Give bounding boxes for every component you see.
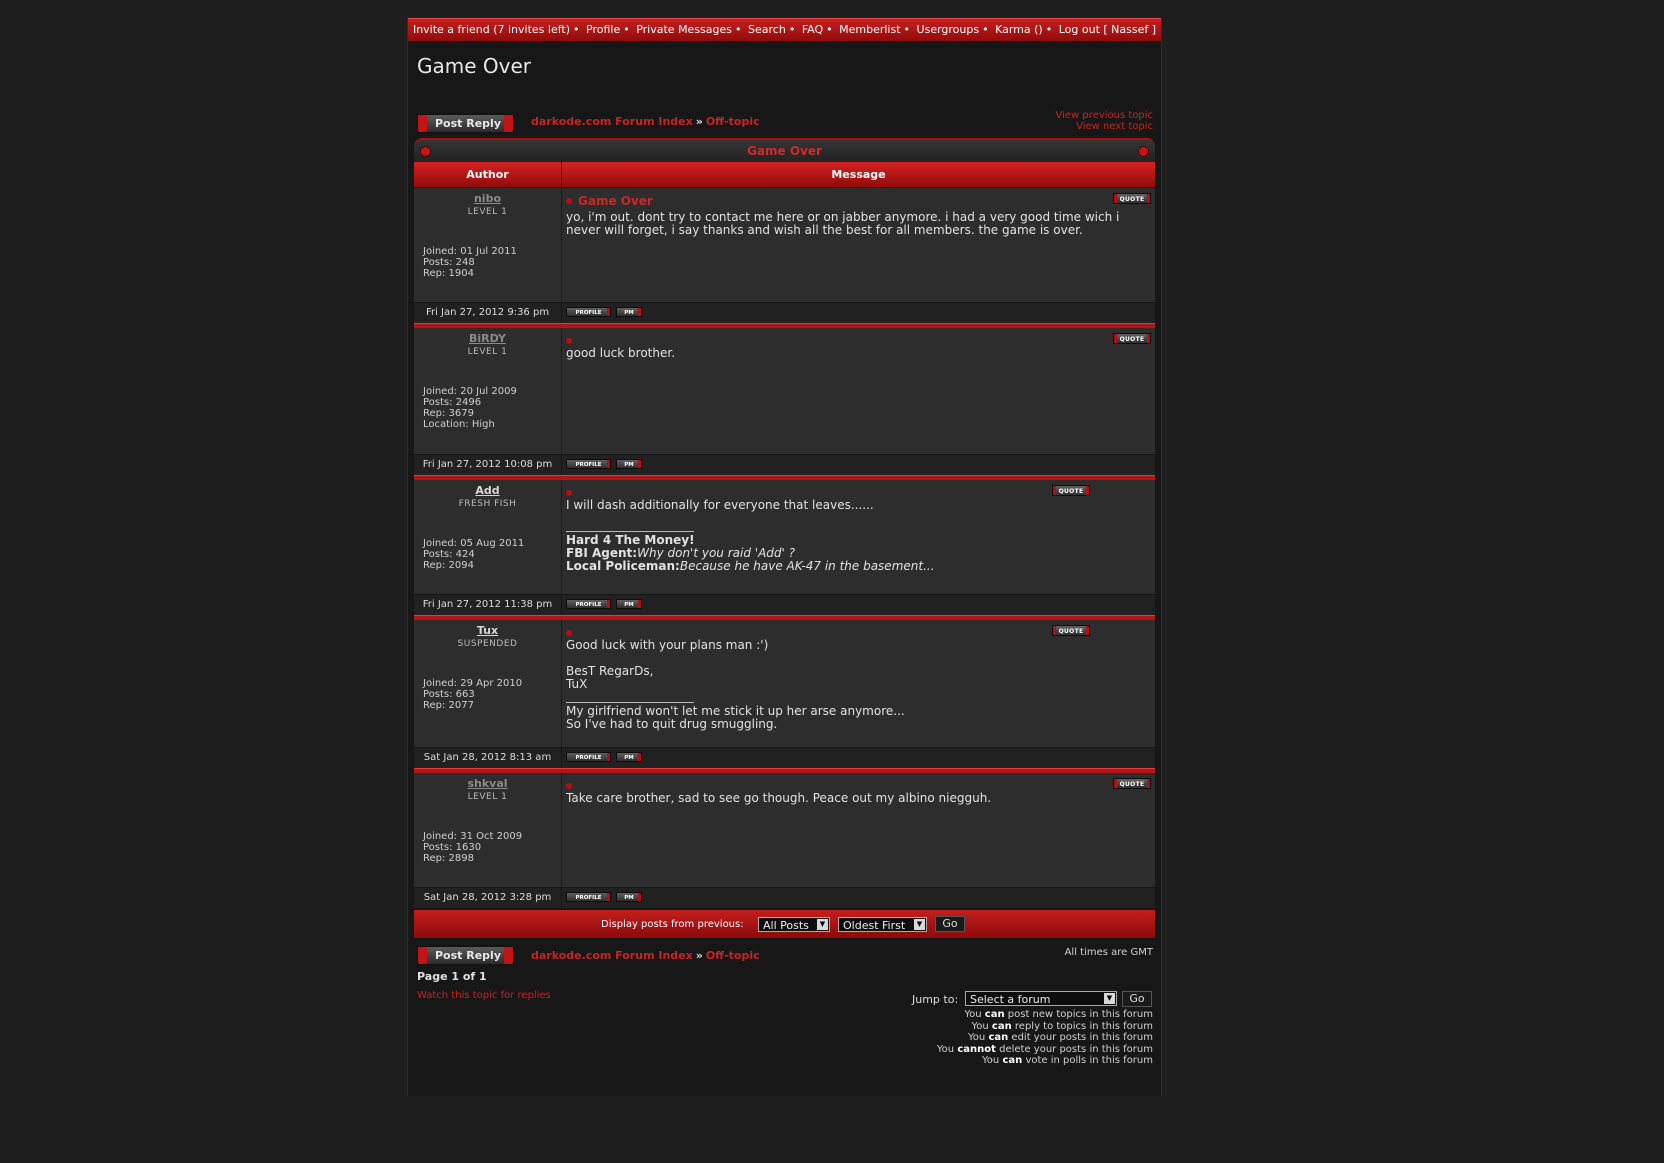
author-name-link[interactable]: shkval xyxy=(467,777,508,790)
chevron-down-icon: ▼ xyxy=(817,919,828,930)
post-date: Fri Jan 27, 2012 9:36 pm xyxy=(414,303,562,323)
column-message-header: Message xyxy=(562,162,1155,187)
post-footer xyxy=(414,454,1155,475)
post-footer xyxy=(414,747,1155,768)
post-reply-button-bottom[interactable]: Post Reply xyxy=(417,946,514,965)
author-rank: FRESH FISH xyxy=(458,499,517,509)
permission-line: You can edit your posts in this forum xyxy=(968,1032,1153,1043)
post-row xyxy=(414,328,1155,454)
nav-profile-link[interactable]: Profile xyxy=(586,23,621,36)
signature-divider xyxy=(566,531,694,532)
permission-line: You can post new topics in this forum xyxy=(964,1009,1153,1020)
signature: Hard 4 The Money! FBI Agent:Why don't you raid 'Add' ? Local Policeman:Because he have AK-47 in the basement... xyxy=(566,533,935,573)
author-rank: LEVEL 1 xyxy=(467,792,508,802)
post-title: Game Over xyxy=(566,194,653,208)
breadcrumb-bottom: darkode.com Forum Index » Off-topic xyxy=(531,949,760,962)
author-cell xyxy=(414,620,562,747)
author-name-link[interactable]: BiRDY xyxy=(469,332,506,345)
author-stats: Joined: 29 Apr 2010 Posts: 663 Rep: 2077 xyxy=(423,678,523,711)
author-cell xyxy=(414,188,562,302)
author-cell xyxy=(414,773,562,887)
profile-button[interactable]: PROFILE xyxy=(566,892,611,902)
column-author-header: Author xyxy=(414,162,561,187)
profile-button[interactable]: PROFILE xyxy=(566,599,611,609)
posts-order-select[interactable]: Oldest First ▼ xyxy=(838,917,927,932)
jump-to-label: Jump to: xyxy=(912,993,959,1006)
quote-button[interactable]: QUOTE xyxy=(1052,485,1090,496)
forum-permissions xyxy=(937,1009,1153,1067)
pagination: Page 1 of 1 xyxy=(417,970,487,983)
chevron-down-icon: ▼ xyxy=(914,919,925,930)
post-reply-button[interactable]: Post Reply xyxy=(417,114,514,133)
nav-private-messages-link[interactable]: Private Messages xyxy=(636,23,733,36)
timezone-note: All times are GMT xyxy=(1064,947,1153,958)
nav-invite-link[interactable]: Invite a friend (7 invites left) xyxy=(412,23,571,36)
message-cell xyxy=(562,773,1155,887)
post-footer xyxy=(414,887,1155,908)
post-row xyxy=(414,773,1155,887)
nav-karma-link[interactable]: Karma () xyxy=(995,23,1043,36)
author-name-link[interactable]: nibo xyxy=(473,192,502,205)
display-go-button[interactable]: Go xyxy=(935,916,965,932)
topic-nav xyxy=(1055,110,1153,132)
jump-go-button[interactable]: Go xyxy=(1122,991,1152,1007)
pm-button[interactable]: PM xyxy=(616,307,642,317)
quote-button[interactable]: QUOTE xyxy=(1113,193,1151,204)
watch-topic-link[interactable]: Watch this topic for replies xyxy=(417,990,551,1001)
author-stats: Joined: 05 Aug 2011 Posts: 424 Rep: 2094 xyxy=(423,538,525,571)
breadcrumb-forum-index[interactable]: darkode.com Forum Index xyxy=(531,115,693,128)
author-rank: LEVEL 1 xyxy=(467,207,508,217)
author-name-link[interactable]: Add xyxy=(475,484,500,497)
pm-button[interactable]: PM xyxy=(616,599,642,609)
breadcrumb: darkode.com Forum Index » Off-topic xyxy=(531,115,760,128)
nav-search-link[interactable]: Search xyxy=(748,23,786,36)
post-body: Good luck with your plans man :') BesT RegarDs, TuX My girlfriend won't let me stick it up her arse anymore... So I've had to quit drug smuggling. xyxy=(566,638,905,731)
chevron-down-icon: ▼ xyxy=(1104,993,1115,1004)
author-rank: LEVEL 1 xyxy=(467,347,508,357)
author-stats: Joined: 20 Jul 2009 Posts: 2496 Rep: 3679 Location: High xyxy=(423,386,517,430)
post-bullet-icon xyxy=(566,783,572,789)
author-stats: Joined: 01 Jul 2011 Posts: 248 Rep: 1904 xyxy=(423,246,517,279)
breadcrumb-forum-index[interactable]: darkode.com Forum Index xyxy=(531,949,693,962)
post-date: Sat Jan 28, 2012 8:13 am xyxy=(414,748,562,768)
permission-line: You can reply to topics in this forum xyxy=(971,1020,1153,1032)
author-stats: Joined: 31 Oct 2009 Posts: 1630 Rep: 2898 xyxy=(423,831,523,864)
profile-button[interactable]: PROFILE xyxy=(566,459,611,469)
post-date: Sat Jan 28, 2012 3:28 pm xyxy=(414,888,562,908)
view-previous-topic-link[interactable]: View previous topic xyxy=(1055,110,1153,121)
top-nav: Invite a friend (7 invites left) • Profile • Private Messages • Search • FAQ • Memberlist • Usergroups • Karma () • Log out [ Nassef ] xyxy=(408,18,1161,42)
quote-button[interactable]: QUOTE xyxy=(1113,778,1151,789)
view-next-topic-link[interactable]: View next topic xyxy=(1076,121,1153,132)
display-posts-label: Display posts from previous: xyxy=(601,919,744,930)
author-cell xyxy=(414,328,562,454)
post-row xyxy=(414,188,1155,302)
posts-period-select[interactable]: All Posts ▼ xyxy=(758,917,830,932)
author-name-link[interactable]: Tux xyxy=(476,624,499,637)
quote-button[interactable]: QUOTE xyxy=(1113,333,1151,344)
post-bullet-icon xyxy=(566,198,572,204)
permission-line: You cannot delete your posts in this forum xyxy=(936,1043,1153,1055)
profile-button[interactable]: PROFILE xyxy=(566,752,611,762)
post-body: yo, i'm out. dont try to contact me here or on jabber anymore. i had a very good time wich i never will forget, i say thanks and wish all the best for all members. the game is over. xyxy=(566,210,1120,237)
author-cell xyxy=(414,480,562,594)
quote-button[interactable]: QUOTE xyxy=(1052,625,1090,636)
profile-button[interactable]: PROFILE xyxy=(566,307,611,317)
breadcrumb-offtopic[interactable]: Off-topic xyxy=(705,115,760,128)
caption-right-dot-icon xyxy=(1138,146,1149,157)
message-cell xyxy=(562,188,1155,302)
nav-memberlist-link[interactable]: Memberlist xyxy=(839,23,901,36)
post-body: good luck brother. xyxy=(566,346,676,360)
post-footer xyxy=(414,302,1155,323)
post-footer xyxy=(414,594,1155,615)
topic-title-link[interactable]: Game Over xyxy=(747,144,822,158)
signature-divider xyxy=(566,702,694,703)
display-posts-bar xyxy=(414,910,1155,938)
table-caption xyxy=(414,138,1155,162)
permission-line: You can vote in polls in this forum xyxy=(982,1055,1153,1066)
pm-button[interactable]: PM xyxy=(616,459,642,469)
breadcrumb-offtopic[interactable]: Off-topic xyxy=(705,949,760,962)
post-row xyxy=(414,620,1155,747)
post-body: Take care brother, sad to see go though. Peace out my albino niegguh. xyxy=(566,791,992,805)
message-cell xyxy=(562,328,1155,454)
post-date: Fri Jan 27, 2012 10:08 pm xyxy=(414,455,562,475)
message-cell xyxy=(562,620,1155,747)
post-body: I will dash additionally for everyone that leaves...... Hard 4 The Money! FBI Agent:Why don't you raid 'Add' ? Local Policeman:Because he have AK-47 in the basement... xyxy=(566,499,1151,573)
author-rank: SUSPENDED xyxy=(457,639,518,649)
page-container xyxy=(407,18,1162,1096)
pm-button[interactable]: PM xyxy=(616,892,642,902)
nav-faq-link[interactable]: FAQ xyxy=(801,23,824,36)
post-date: Fri Jan 27, 2012 11:38 pm xyxy=(414,595,562,615)
jump-to-select[interactable]: Select a forum ▼ xyxy=(965,991,1117,1006)
page-title: Game Over xyxy=(417,54,532,78)
caption-left-dot-icon xyxy=(420,146,431,157)
nav-usergroups-link[interactable]: Usergroups xyxy=(916,23,980,36)
post-row xyxy=(414,480,1155,594)
post-bullet-icon xyxy=(566,338,572,344)
pm-button[interactable]: PM xyxy=(616,752,642,762)
message-cell xyxy=(562,480,1155,594)
nav-logout-link[interactable]: Log out [ Nassef ] xyxy=(1058,23,1157,36)
post-bullet-icon xyxy=(566,490,572,496)
post-bullet-icon xyxy=(566,630,572,636)
